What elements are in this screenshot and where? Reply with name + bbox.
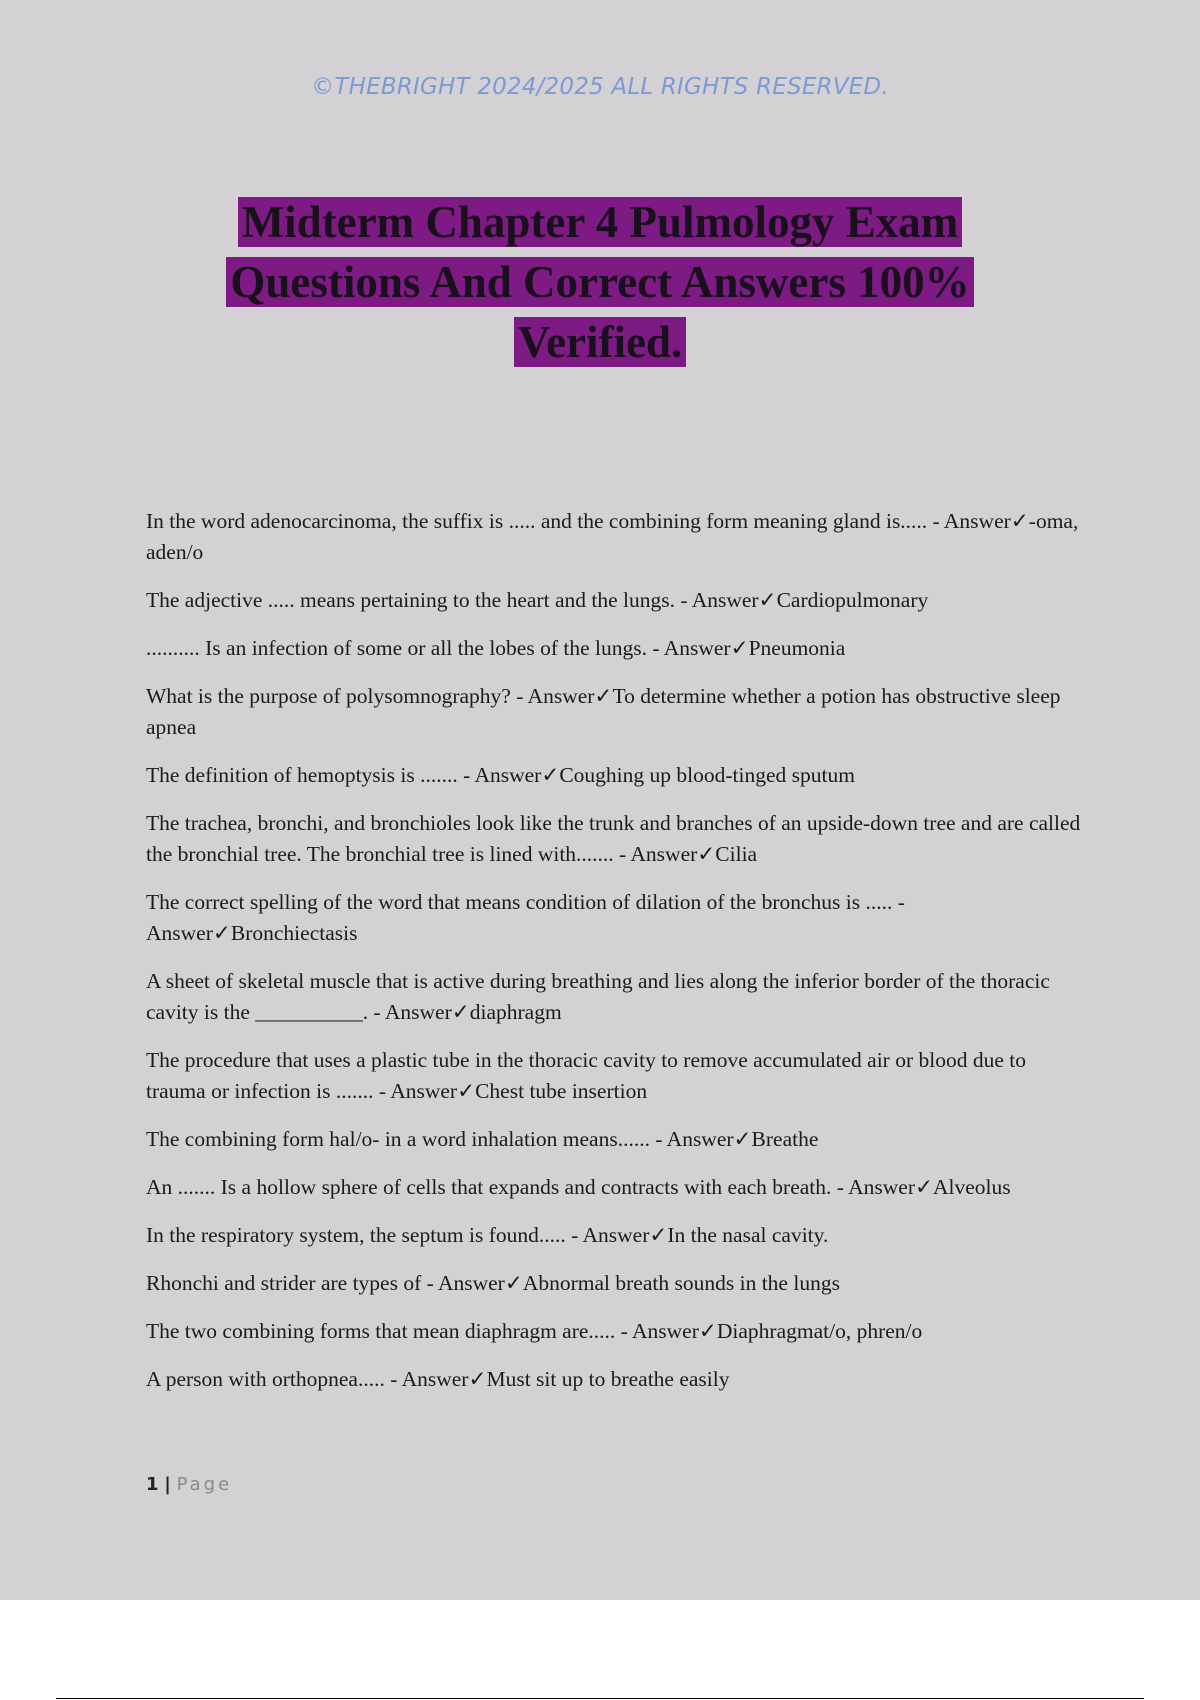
footer-separator: | <box>164 1474 171 1495</box>
qa-item: The definition of hemoptysis is ....... - Answer✓Coughing up blood-tinged sputum <box>146 763 855 787</box>
qa-item: The correct spelling of the word that means condition of dilation of the bronchus is ..... - Answer✓Bronchiectasis <box>146 890 905 945</box>
page-title <box>150 192 1050 372</box>
qa-item: The combining form hal/o- in a word inhalation means...... - Answer✓Breathe <box>146 1127 819 1151</box>
qa-item: A sheet of skeletal muscle that is active during breathing and lies along the inferior border of the thoracic cavity is the __________. - Answer✓diaphragm <box>146 969 1050 1024</box>
qa-item: The procedure that uses a plastic tube in the thoracic cavity to remove accumulated air or blood due to trauma or infection is ....... - Answer✓Chest tube insertion <box>146 1048 1026 1103</box>
qa-item: In the respiratory system, the septum is found..... - Answer✓In the nasal cavity. <box>146 1223 829 1247</box>
page-footer <box>146 1474 232 1495</box>
copyright-watermark: ©THEBRIGHT 2024/2025 ALL RIGHTS RESERVED. <box>311 74 889 100</box>
qa-item: .......... Is an infection of some or all the lobes of the lungs. - Answer✓Pneumonia <box>146 636 846 660</box>
page-label: Page <box>176 1474 233 1495</box>
qa-item: A person with orthopnea..... - Answer✓Must sit up to breathe easily <box>146 1367 730 1391</box>
title-line-1: Midterm Chapter 4 Pulmology Exam <box>238 197 963 247</box>
title-line-2: Questions And Correct Answers 100% <box>226 257 973 307</box>
qa-item: What is the purpose of polysomnography? - Answer✓To determine whether a potion has obstructive sleep apnea <box>146 684 1061 739</box>
title-line-3: Verified. <box>514 317 687 367</box>
qa-item: Rhonchi and strider are types of - Answer✓Abnormal breath sounds in the lungs <box>146 1271 840 1295</box>
bottom-divider <box>56 1698 1144 1699</box>
qa-item: In the word adenocarcinoma, the suffix is ..... and the combining form meaning gland is..... - Answer✓-oma, aden/o <box>146 509 1079 564</box>
qa-item: The two combining forms that mean diaphragm are..... - Answer✓Diaphragmat/o, phren/o <box>146 1319 923 1343</box>
qa-item: The trachea, bronchi, and bronchioles look like the trunk and branches of an upside-down tree and are called the bronchial tree. The bronchial tree is lined with....... - Answer✓Cilia <box>146 811 1081 866</box>
qa-list <box>146 506 1086 1412</box>
qa-item: The adjective ..... means pertaining to the heart and the lungs. - Answer✓Cardiopulmonary <box>146 588 929 612</box>
qa-item: An ....... Is a hollow sphere of cells that expands and contracts with each breath. - Answer✓Alveolus <box>146 1175 1011 1199</box>
page-number: 1 <box>146 1474 159 1495</box>
